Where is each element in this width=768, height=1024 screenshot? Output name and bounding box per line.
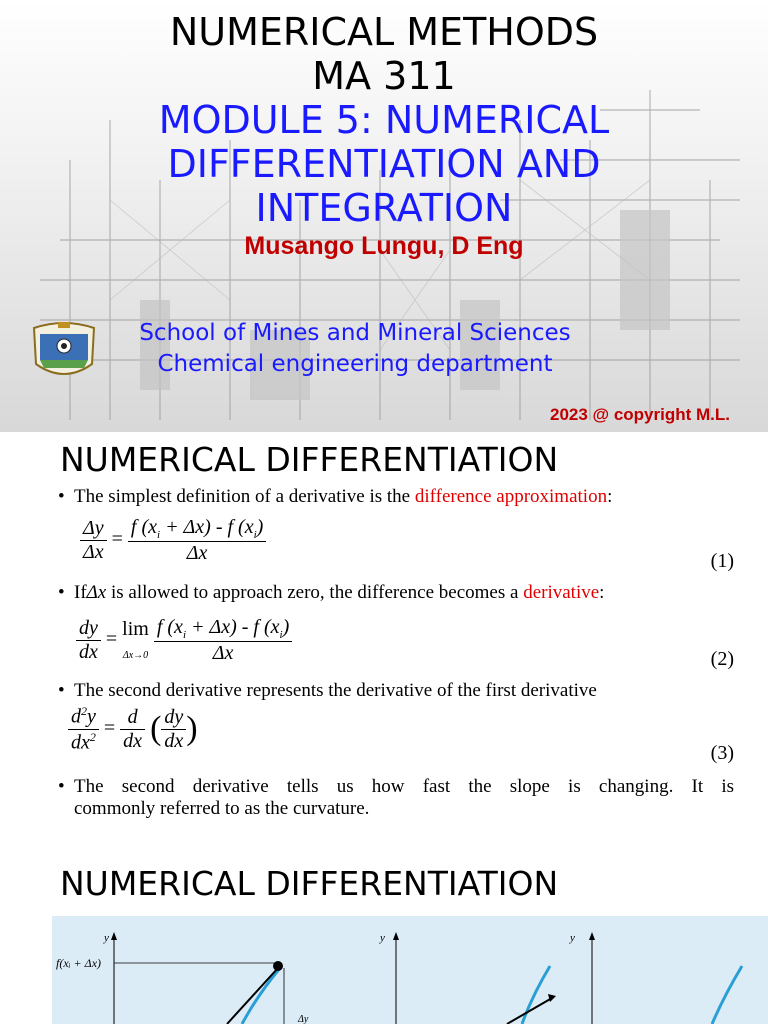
copyright-notice: 2023 @ copyright M.L. xyxy=(549,405,730,424)
bullet-curvature: • The second derivative tells us how fast the slope is changing. It is commonly referred to as the curvature. xyxy=(58,776,734,819)
bullet-difference-approximation: • The simplest definition of a derivative is the difference approximation: xyxy=(58,486,613,507)
highlight-derivative: derivative xyxy=(523,582,600,603)
bullet-second-derivative: • The second derivative represents the derivative of the first derivative xyxy=(58,680,597,701)
delta-y-label: Δy xyxy=(298,1014,309,1024)
derivative-graphs xyxy=(52,916,768,1024)
slide-title: NUMERICAL DIFFERENTIATION xyxy=(60,864,559,903)
university-crest-icon xyxy=(28,320,100,382)
equation-3-number: (3) xyxy=(710,742,734,764)
course-title: NUMERICAL METHODS xyxy=(169,10,599,54)
author-name: Musango Lungu, D Eng xyxy=(244,232,524,260)
title-slide xyxy=(0,0,768,432)
equation-2: $\frac{dy}{dx}$ = lim Δx→0 $\frac{f (x_i + \Delta x) - f (x_i)}{\Delta x}$ xyxy=(76,616,292,665)
slide-title: NUMERICAL DIFFERENTIATION xyxy=(60,440,559,479)
equation-2-number: (2) xyxy=(710,648,734,670)
school-info xyxy=(100,318,610,380)
y-axis-label-a: y xyxy=(104,932,109,944)
highlight-difference-approximation: difference approximation xyxy=(414,486,608,507)
department-name: Chemical engineering department xyxy=(157,351,553,377)
course-code: MA 311 xyxy=(312,54,456,98)
differentiation-slide xyxy=(0,432,768,852)
equation-3: $\frac{d^2y}{dx^2}$ = $\frac{d}{dx}$ ( $\frac{dy}{dx}$ ) xyxy=(68,704,198,754)
bullet-derivative: • IfΔx is allowed to approach zero, the difference becomes a derivative: xyxy=(58,582,605,603)
derivative-figure xyxy=(52,916,768,1024)
fx-label: f(xᵢ + Δx) xyxy=(56,956,102,970)
school-name: School of Mines and Mineral Sciences xyxy=(139,320,571,346)
equation-1: $\frac{\Delta y}{\Delta x}$ = $\frac{f (x_i + \Delta x) - f (x_i)}{\Delta x}$ xyxy=(80,516,266,565)
module-title-line2: DIFFERENTIATION AND xyxy=(167,142,601,186)
equation-1-number: (1) xyxy=(710,550,734,572)
title-block xyxy=(0,10,768,261)
y-axis-label-c: y xyxy=(570,932,575,944)
module-title-line3: INTEGRATION xyxy=(255,186,513,230)
module-title-line1: MODULE 5: NUMERICAL xyxy=(158,98,610,142)
differentiation-figure-slide xyxy=(0,852,768,1024)
y-axis-label-b: y xyxy=(380,932,385,944)
